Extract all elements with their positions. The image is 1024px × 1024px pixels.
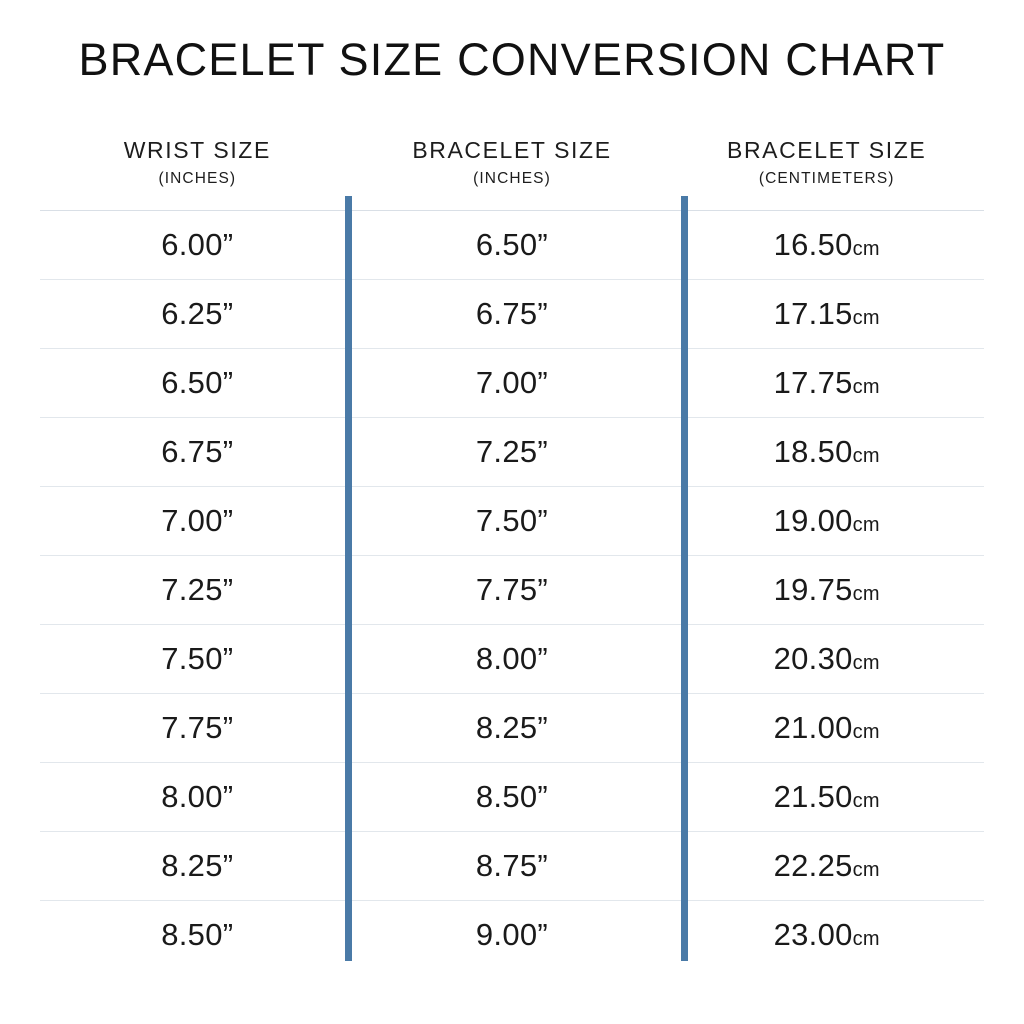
cell-wrist-size: 7.00” bbox=[40, 487, 355, 556]
cell-bracelet-centimeters-value: 17.75 bbox=[773, 365, 853, 400]
column-header-bracelet-centimeters-title: BRACELET SIZE bbox=[727, 137, 927, 163]
cell-wrist-size: 8.50” bbox=[161, 917, 234, 952]
column-divider-1 bbox=[345, 196, 352, 961]
cell-bracelet-centimeters-value: 23.00 bbox=[773, 917, 853, 952]
cell-bracelet-centimeters-unit: cm bbox=[852, 928, 880, 950]
column-header-wrist-size-unit: (INCHES) bbox=[158, 169, 237, 187]
table-row bbox=[40, 418, 984, 487]
cell-bracelet-centimeters bbox=[669, 418, 984, 487]
bracelet-size-table bbox=[40, 136, 984, 969]
column-header-bracelet-centimeters-unit: (CENTIMETERS) bbox=[758, 169, 895, 187]
size-table-container bbox=[40, 86, 984, 969]
table-row bbox=[40, 694, 984, 763]
cell-bracelet-centimeters-unit: cm bbox=[852, 238, 880, 260]
page-title: BRACELET SIZE CONVERSION CHART bbox=[78, 34, 946, 85]
column-divider-2 bbox=[681, 196, 688, 961]
cell-wrist-size: 6.50” bbox=[40, 349, 355, 418]
cell-bracelet-inches: 8.00” bbox=[355, 625, 670, 694]
column-header-bracelet-inches-title: BRACELET SIZE bbox=[412, 137, 612, 163]
cell-bracelet-centimeters bbox=[669, 625, 984, 694]
cell-bracelet-inches: 9.00” bbox=[475, 917, 549, 952]
table-header-row bbox=[40, 136, 984, 211]
cell-wrist-size: 6.75” bbox=[40, 418, 355, 487]
cell-wrist-size: 7.50” bbox=[40, 625, 355, 694]
cell-bracelet-inches: 6.50” bbox=[355, 211, 670, 280]
cell-bracelet-inches: 7.50” bbox=[355, 487, 670, 556]
cell-bracelet-centimeters-value: 19.00 bbox=[773, 503, 853, 538]
cell-wrist-size: 6.00” bbox=[40, 211, 355, 280]
cell-bracelet-inches: 7.25” bbox=[355, 418, 670, 487]
cell-bracelet-centimeters-unit: cm bbox=[852, 652, 880, 674]
table-row bbox=[40, 211, 984, 280]
cell-wrist-size: 7.75” bbox=[40, 694, 355, 763]
cell-bracelet-centimeters-value: 21.50 bbox=[773, 779, 853, 814]
cell-bracelet-inches: 8.75” bbox=[355, 832, 670, 901]
cell-wrist-size: 8.25” bbox=[40, 832, 355, 901]
cell-wrist-size: 7.25” bbox=[40, 556, 355, 625]
cell-bracelet-inches: 8.50” bbox=[355, 763, 670, 832]
cell-bracelet-centimeters-unit: cm bbox=[852, 859, 880, 881]
table-row bbox=[40, 556, 984, 625]
cell-bracelet-inches: 7.75” bbox=[355, 556, 670, 625]
cell-bracelet-centimeters bbox=[669, 280, 984, 349]
table-body bbox=[40, 211, 984, 970]
cell-bracelet-centimeters bbox=[669, 349, 984, 418]
cell-bracelet-centimeters-unit: cm bbox=[852, 583, 880, 605]
table-row bbox=[40, 901, 984, 970]
cell-bracelet-centimeters-value: 17.15 bbox=[773, 296, 853, 331]
cell-bracelet-centimeters bbox=[669, 832, 984, 901]
cell-bracelet-centimeters-unit: cm bbox=[852, 376, 880, 398]
table-row bbox=[40, 487, 984, 556]
cell-wrist-size: 6.25” bbox=[40, 280, 355, 349]
cell-bracelet-centimeters-unit: cm bbox=[852, 790, 880, 812]
column-header-bracelet-inches-unit: (INCHES) bbox=[473, 169, 551, 187]
cell-bracelet-centimeters-unit: cm bbox=[852, 307, 880, 329]
cell-bracelet-inches: 6.75” bbox=[355, 280, 670, 349]
column-header-bracelet-centimeters bbox=[669, 136, 984, 211]
cell-bracelet-centimeters-value: 19.75 bbox=[773, 572, 853, 607]
cell-bracelet-centimeters-unit: cm bbox=[852, 721, 880, 743]
table-row bbox=[40, 280, 984, 349]
cell-bracelet-centimeters-value: 20.30 bbox=[773, 641, 853, 676]
cell-bracelet-centimeters bbox=[669, 694, 984, 763]
cell-bracelet-centimeters bbox=[669, 901, 984, 970]
cell-bracelet-centimeters bbox=[669, 487, 984, 556]
table-row bbox=[40, 832, 984, 901]
cell-wrist-size: 8.00” bbox=[40, 763, 355, 832]
table-row bbox=[40, 625, 984, 694]
cell-bracelet-centimeters bbox=[669, 763, 984, 832]
table-header bbox=[40, 136, 984, 211]
cell-bracelet-inches: 7.00” bbox=[355, 349, 670, 418]
table-row bbox=[40, 763, 984, 832]
cell-bracelet-centimeters bbox=[669, 211, 984, 280]
cell-bracelet-centimeters-value: 22.25 bbox=[773, 848, 853, 883]
cell-bracelet-centimeters-unit: cm bbox=[852, 445, 880, 467]
table-row bbox=[40, 349, 984, 418]
cell-bracelet-centimeters-value: 18.50 bbox=[773, 434, 853, 469]
cell-bracelet-centimeters-unit: cm bbox=[852, 514, 880, 536]
cell-bracelet-centimeters-value: 21.00 bbox=[773, 710, 853, 745]
column-header-bracelet-inches bbox=[355, 136, 670, 211]
cell-bracelet-centimeters-value: 16.50 bbox=[773, 227, 853, 262]
cell-bracelet-centimeters bbox=[669, 556, 984, 625]
cell-bracelet-inches: 8.25” bbox=[355, 694, 670, 763]
column-header-wrist-size bbox=[40, 136, 355, 211]
column-header-wrist-size-title: WRIST SIZE bbox=[123, 137, 271, 163]
